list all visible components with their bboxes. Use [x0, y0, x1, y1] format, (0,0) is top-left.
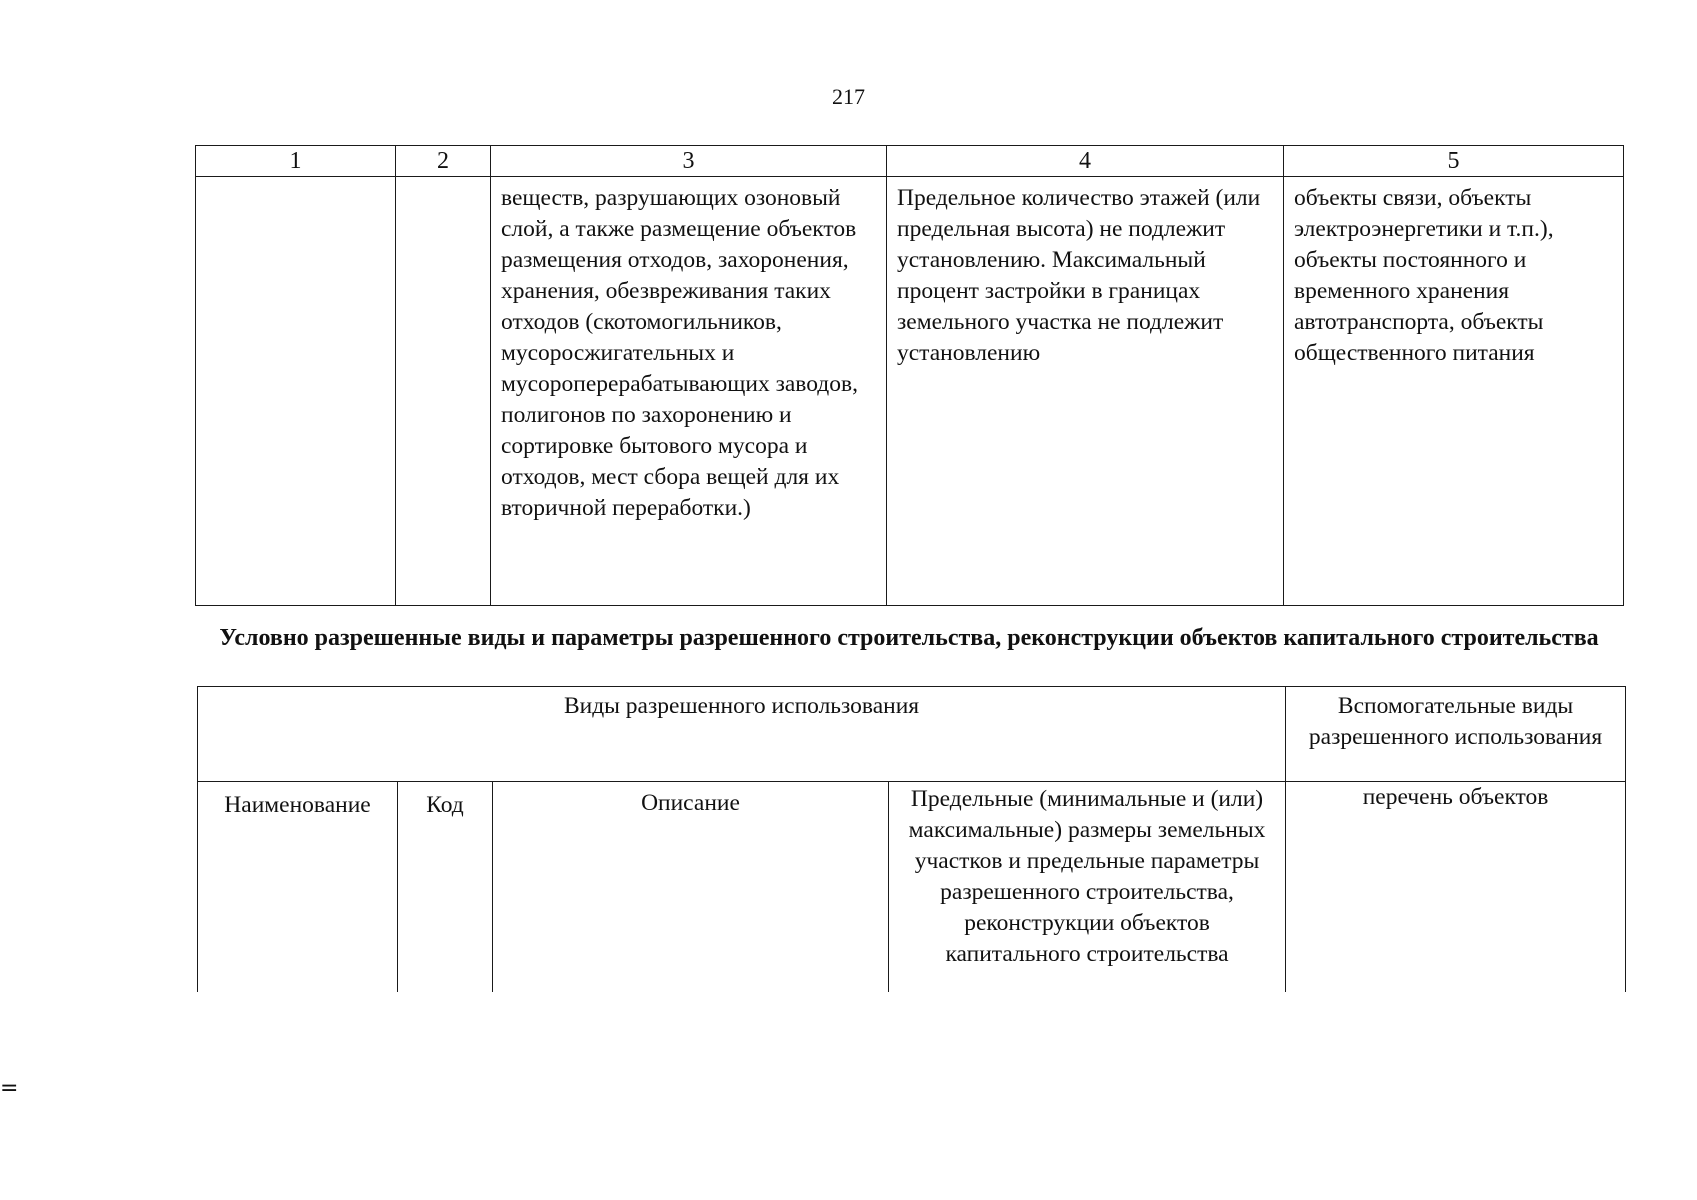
- header-code: [398, 782, 493, 993]
- margin-mark: =: [0, 1076, 19, 1101]
- column-number-row: [196, 146, 1624, 177]
- column-number-5: 5: [1284, 146, 1624, 177]
- header-description-text: Описание: [641, 790, 740, 816]
- cell-code: [396, 177, 491, 606]
- column-number-4: 4: [887, 146, 1284, 177]
- header-objects: [1286, 782, 1626, 993]
- page-number: 217: [832, 84, 865, 109]
- header-description: [493, 782, 889, 993]
- cell-auxiliary-text: объекты связи, объекты электроэнергетики и т.п.), объекты постоянного и временного хранения автотранспорта, объекты общественного питания: [1294, 185, 1554, 366]
- cell-auxiliary: [1284, 177, 1624, 606]
- auxiliary-uses-header: [1286, 687, 1626, 782]
- column-number-2: 2: [396, 146, 491, 177]
- permitted-uses-header: [198, 687, 1286, 782]
- cell-code-text: [396, 177, 490, 183]
- cell-description-text: веществ, разрушающих озоновый слой, а также размещение объектов размещения отходов, захоронения, хранения, обезвреживания таких отходов (скотомогильников, мусоросжигательных и мусороперерабатывающих заводов, полигонов по захоронению и сортировке бытового мусора и отходов, мест сбора вещей для их вторичной переработки.): [501, 185, 858, 521]
- column-header-row: [198, 782, 1626, 993]
- column-number-1: 1: [196, 146, 396, 177]
- header-name-text: Наименование: [224, 792, 371, 818]
- table-row: [196, 177, 1624, 606]
- conditional-use-table: [197, 686, 1626, 992]
- cell-name: [196, 177, 396, 606]
- permitted-uses-header-text: Виды разрешенного использования: [563, 693, 920, 719]
- section-title: Условно разрешенные виды и параметры разрешенного строительства, реконструкции объектов капитального строительства: [219, 625, 1599, 651]
- cell-name-text: [196, 177, 395, 183]
- cell-parameters: [887, 177, 1284, 606]
- cell-description: [491, 177, 887, 606]
- header-limits-text: Предельные (минимальные и (или) максимальные) размеры земельных участков и предельные параметры разрешенного строительства, реконструкции объектов капитального строительства: [908, 786, 1266, 967]
- group-header-row: [198, 687, 1626, 782]
- header-name: [198, 782, 398, 993]
- header-limits: [889, 782, 1286, 993]
- auxiliary-uses-header-text: Вспомогательные виды разрешенного использования: [1308, 693, 1603, 750]
- cell-parameters-text: Предельное количество этажей (или предельная высота) не подлежит установлению. Максимальный процент застройки в границах земельного участка не подлежит установлению: [897, 185, 1261, 366]
- header-objects-text: перечень объектов: [1362, 784, 1549, 810]
- continuation-table: [195, 145, 1624, 606]
- column-number-3: 3: [491, 146, 887, 177]
- header-code-text: Код: [426, 792, 464, 818]
